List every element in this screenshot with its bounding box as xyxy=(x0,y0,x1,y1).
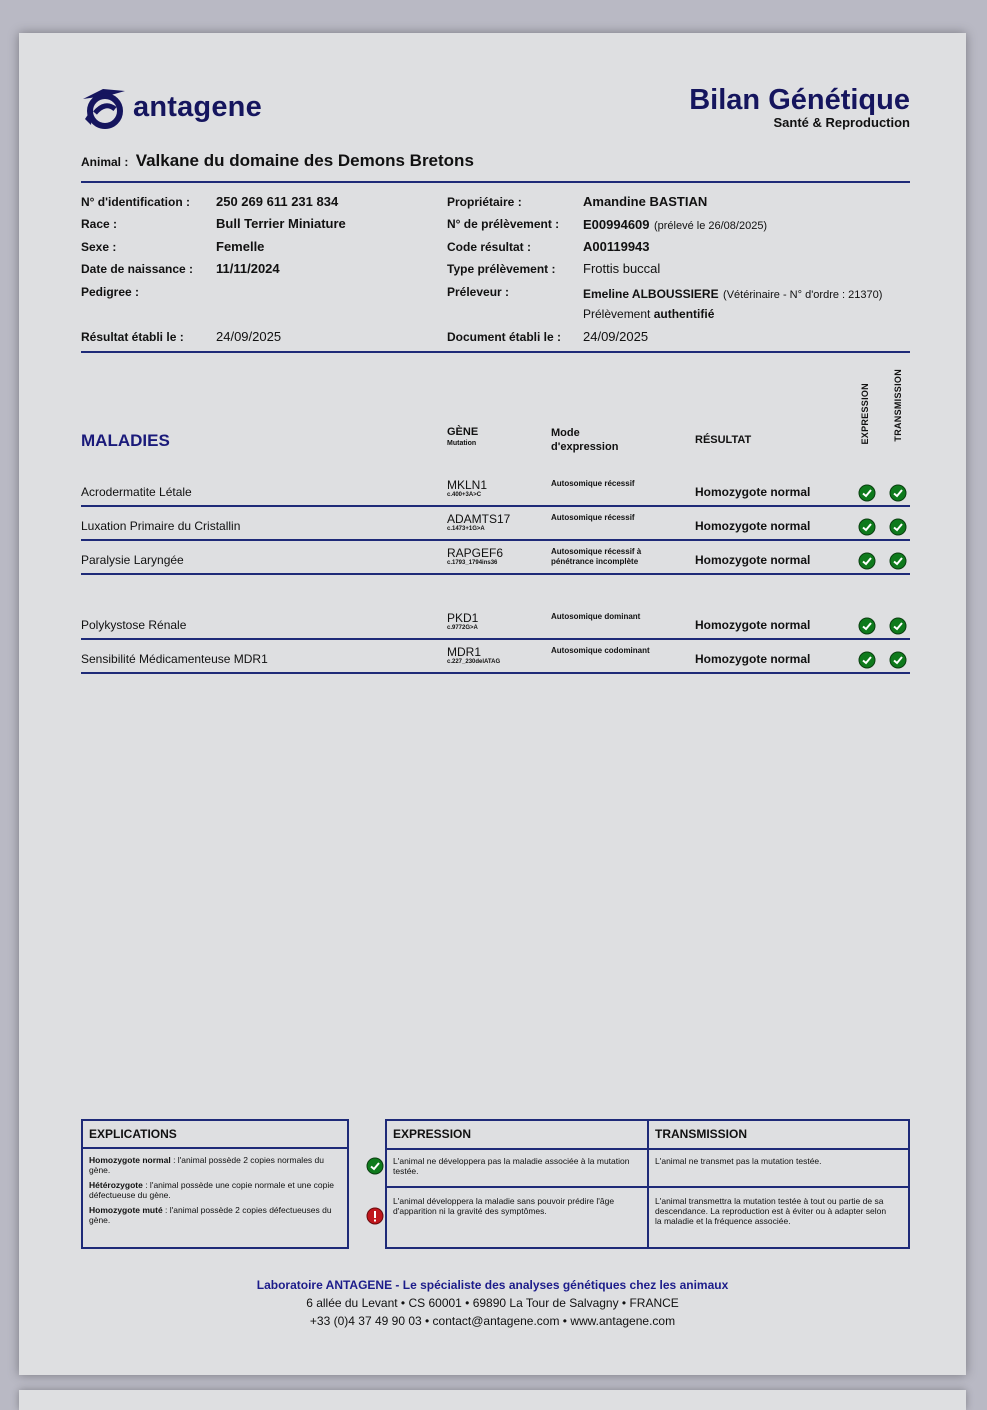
report-title: Bilan Génétique xyxy=(689,84,910,116)
result-value: Homozygote normal xyxy=(695,652,811,666)
sampler-detail: (Vétérinaire - N° d'ordre : 21370) xyxy=(723,289,883,301)
result-value: Homozygote normal xyxy=(695,519,811,533)
legend-check-icon xyxy=(366,1157,384,1175)
explications-box xyxy=(81,1119,349,1249)
sample-value-line xyxy=(583,216,767,234)
id-label: N° d'identification : xyxy=(81,195,190,209)
breed-label: Race : xyxy=(81,217,118,231)
transmission-title: TRANSMISSION xyxy=(655,1127,748,1141)
birthdate-value: 11/11/2024 xyxy=(216,261,280,276)
owner-value: Amandine BASTIAN xyxy=(583,194,708,209)
term-text: : l'animal possède 2 copies normales du gène. xyxy=(89,1155,324,1175)
document-date-label: Document établi le : xyxy=(447,330,562,344)
result-date-value: 24/09/2025 xyxy=(216,329,282,344)
gene-name xyxy=(447,612,478,632)
pedigree-label: Pedigree : xyxy=(81,285,140,299)
sample-number: E00994609 xyxy=(583,217,650,232)
expression-mode: Autosomique récessif à pénétrance incomplète xyxy=(551,547,642,566)
animal-label: Animal : xyxy=(81,155,129,169)
expression-bad-text: L'animal développera la maladie sans pouvoir prédire l'âge d'apparition ni la gravité des symptômes. xyxy=(393,1196,615,1216)
legend-warning-icon xyxy=(366,1207,384,1225)
antagene-logo-icon xyxy=(81,85,129,129)
report-title-block xyxy=(689,83,910,130)
mutation-code: c.9772G>A xyxy=(447,625,478,631)
disease-name: Acrodermatite Létale xyxy=(81,485,192,499)
footer-address: 6 allée du Levant • CS 60001 • 69890 La Tour de Salvagny • FRANCE xyxy=(306,1296,679,1310)
transmission-check-icon xyxy=(889,484,907,502)
term-label: Hétérozygote xyxy=(89,1180,143,1190)
id-value: 250 269 611 231 834 xyxy=(216,194,339,209)
sample-label: N° de prélèvement : xyxy=(447,217,560,231)
report-subtitle: Santé & Reproduction xyxy=(773,115,910,130)
expression-check-icon xyxy=(858,617,876,635)
logo-text: antagene xyxy=(133,90,262,123)
expression-mode: Autosomique codominant xyxy=(551,646,650,655)
expression-mode: Autosomique dominant xyxy=(551,612,641,621)
sampler-value-line xyxy=(583,285,882,303)
mode-column-header: Mode d'expression xyxy=(551,427,619,453)
disease-name: Polykystose Rénale xyxy=(81,618,187,632)
explication-homozygote-normal xyxy=(83,1149,347,1175)
disease-name: Luxation Primaire du Cristallin xyxy=(81,519,241,533)
disease-row xyxy=(81,605,910,640)
divider xyxy=(81,351,910,353)
term-text: : l'animal possède une copie normale et une copie défectueuse du gène. xyxy=(89,1180,334,1200)
result-value: Homozygote normal xyxy=(695,553,811,567)
animal-line xyxy=(81,151,474,171)
footer-contact: +33 (0)4 37 49 90 03 • contact@antagene.com • www.antagene.com xyxy=(309,1314,676,1328)
auth-prefix: Prélèvement xyxy=(583,307,651,321)
animal-name: Valkane du domaine des Demons Bretons xyxy=(135,151,474,170)
row-divider xyxy=(387,1148,908,1150)
term-label: Homozygote normal xyxy=(89,1155,171,1165)
auth-word: authentifié xyxy=(653,307,715,321)
sample-type-value: Frottis buccal xyxy=(583,261,661,276)
mutation-code: c.227_230delATAG xyxy=(447,659,501,665)
expression-transmission-box xyxy=(385,1119,910,1249)
transmission-ok-text: L'animal ne transmet pas la mutation testée. xyxy=(655,1156,822,1166)
mutation-code: c.1473+1G>A xyxy=(447,526,485,532)
disease-name: Paralysie Laryngée xyxy=(81,553,184,567)
expression-check-icon xyxy=(858,518,876,536)
gene-name xyxy=(447,479,487,499)
disease-row xyxy=(81,506,910,541)
result-value: Homozygote normal xyxy=(695,485,811,499)
sample-date: (prélevé le 26/08/2025) xyxy=(653,220,768,232)
birthdate-label: Date de naissance : xyxy=(81,262,194,276)
gene-column-header xyxy=(447,426,478,447)
gene-name xyxy=(447,646,500,666)
divider xyxy=(81,181,910,183)
gene-symbol: ADAMTS17 xyxy=(447,512,511,526)
report-page xyxy=(19,33,966,1375)
expression-title: EXPRESSION xyxy=(393,1127,472,1141)
expression-mode: Autosomique récessif xyxy=(551,479,635,488)
diseases-section-title: MALADIES xyxy=(81,431,170,450)
expression-column-header: EXPRESSION xyxy=(860,383,870,445)
transmission-column-header: TRANSMISSION xyxy=(893,369,903,442)
row-divider xyxy=(387,1186,908,1188)
expression-mode: Autosomique récessif xyxy=(551,513,635,522)
result-column-header: RÉSULTAT xyxy=(695,434,752,446)
disease-row xyxy=(81,472,910,507)
sampler-name: Emeline ALBOUSSIERE xyxy=(583,287,719,301)
antagene-logo xyxy=(81,85,262,129)
explication-heterozygote xyxy=(83,1175,347,1200)
explications-title: EXPLICATIONS xyxy=(83,1121,347,1149)
expression-check-icon xyxy=(858,484,876,502)
gene-symbol: PKD1 xyxy=(447,611,479,625)
sampler-label: Préleveur : xyxy=(447,285,510,299)
footer-lab-line: Laboratoire ANTAGENE - Le spécialiste des analyses génétiques chez les animaux xyxy=(256,1278,729,1292)
next-page-edge xyxy=(19,1390,966,1410)
breed-value: Bull Terrier Miniature xyxy=(216,216,346,231)
gene-name xyxy=(447,547,503,567)
term-label: Homozygote muté xyxy=(89,1205,163,1215)
expression-ok-text: L'animal ne développera pas la maladie associée à la mutation testée. xyxy=(393,1156,630,1176)
transmission-check-icon xyxy=(889,651,907,669)
gene-header-label: GÈNE xyxy=(447,426,479,438)
disease-name: Sensibilité Médicamenteuse MDR1 xyxy=(81,652,268,666)
mutation-code: c.1793_1794ins36 xyxy=(447,560,498,566)
mutation-header-label: Mutation xyxy=(447,440,477,447)
transmission-bad-text: L'animal transmettra la mutation testée à tout ou partie de sa descendance. La reproduction est à éviter ou à adapter selon la maladie et la fréquence associée. xyxy=(655,1196,887,1226)
gene-symbol: MKLN1 xyxy=(447,478,488,492)
transmission-check-icon xyxy=(889,617,907,635)
result-date-label: Résultat établi le : xyxy=(81,330,184,344)
explication-homozygote-mute xyxy=(83,1200,347,1225)
transmission-check-icon xyxy=(889,518,907,536)
gene-symbol: RAPGEF6 xyxy=(447,546,504,560)
sex-label: Sexe : xyxy=(81,240,117,254)
result-value: Homozygote normal xyxy=(695,618,811,632)
disease-row xyxy=(81,639,910,674)
sex-value: Femelle xyxy=(216,239,265,254)
gene-name xyxy=(447,513,510,533)
authentication-line xyxy=(583,307,714,321)
expression-check-icon xyxy=(858,552,876,570)
mutation-code: c.400+3A>C xyxy=(447,492,482,498)
gene-symbol: MDR1 xyxy=(447,645,482,659)
code-label: Code résultat : xyxy=(447,240,532,254)
owner-label: Propriétaire : xyxy=(447,195,522,209)
term-text: : l'animal possède 2 copies défectueuses du gène. xyxy=(89,1205,332,1225)
sample-type-label: Type prélèvement : xyxy=(447,262,556,276)
code-value: A00119943 xyxy=(583,239,650,254)
expression-check-icon xyxy=(858,651,876,669)
transmission-check-icon xyxy=(889,552,907,570)
document-date-value: 24/09/2025 xyxy=(583,329,649,344)
disease-row xyxy=(81,540,910,575)
